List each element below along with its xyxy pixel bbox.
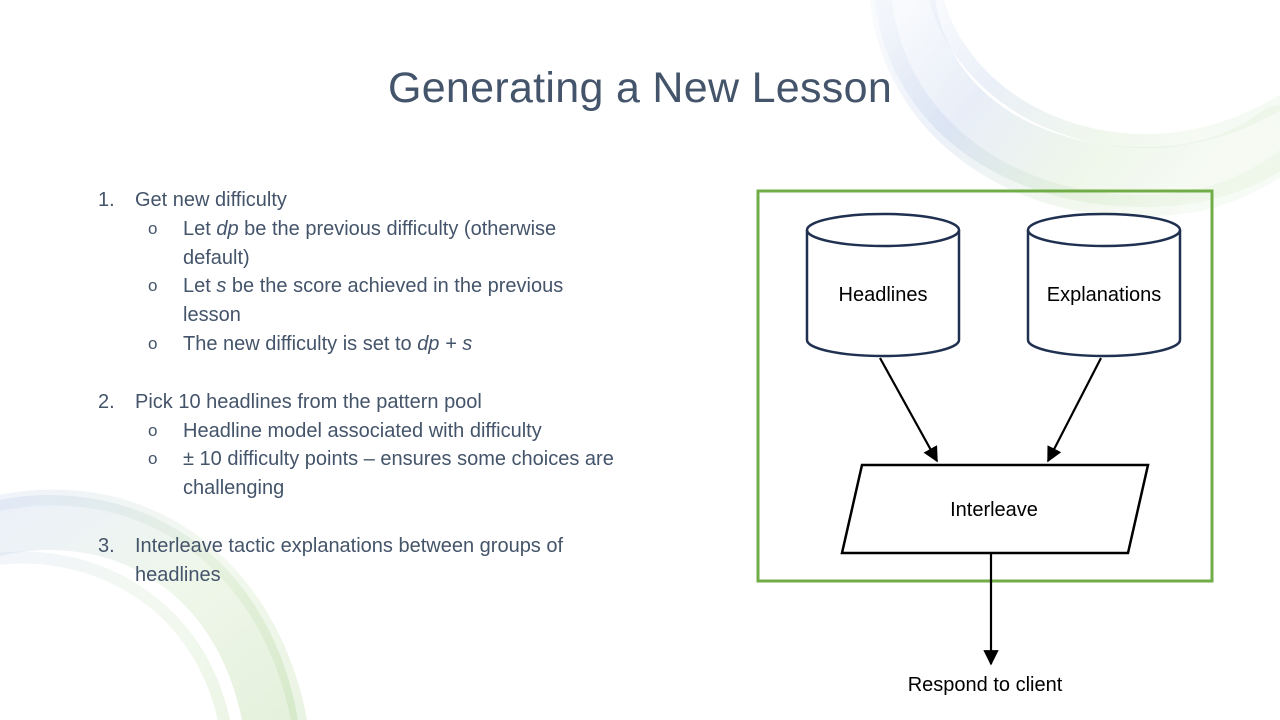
sub-item: o Headline model associated with difficulty — [148, 417, 618, 446]
hollow-bullet-icon: o — [148, 276, 158, 296]
hollow-bullet-icon: o — [148, 420, 158, 440]
sub-item: o Let dp be the previous difficulty (otherwise default) — [148, 215, 618, 273]
hollow-bullet-icon: o — [148, 449, 158, 469]
step-number: 3. — [98, 534, 115, 557]
sub-item: o ± 10 difficulty points – ensures some choices are challenging — [148, 445, 618, 503]
var-s: s — [216, 275, 227, 298]
step-text: Get new difficulty — [135, 189, 287, 211]
arrow-explanations-to-interleave — [1048, 358, 1101, 461]
var-dp: dp — [216, 217, 239, 240]
headlines-database — [807, 214, 959, 356]
headlines-label: Headlines — [838, 284, 928, 306]
respond-to-client-label: Respond to client — [907, 674, 1063, 696]
step-text: Interleave tactic explanations between groups of headlines — [135, 534, 564, 586]
interleave-label: Interleave — [950, 499, 1038, 521]
hollow-bullet-icon: o — [148, 333, 158, 353]
step-text: Pick 10 headlines from the pattern pool — [135, 390, 482, 413]
step-number: 1. — [98, 189, 115, 211]
sub-item: o Let s be the score achieved in the previous lesson — [148, 272, 618, 330]
explanations-label: Explanations — [1046, 284, 1162, 306]
explanations-database — [1028, 214, 1180, 356]
hollow-bullet-icon: o — [148, 218, 158, 238]
formula-dp-plus-s: dp + s — [417, 332, 473, 355]
step-number: 2. — [98, 390, 115, 413]
interleave-process — [842, 465, 1148, 553]
sub-item: o The new difficulty is set to dp + s — [148, 330, 618, 359]
slide-title: Generating a New Lesson — [387, 64, 893, 112]
arrow-headlines-to-interleave — [880, 358, 937, 461]
